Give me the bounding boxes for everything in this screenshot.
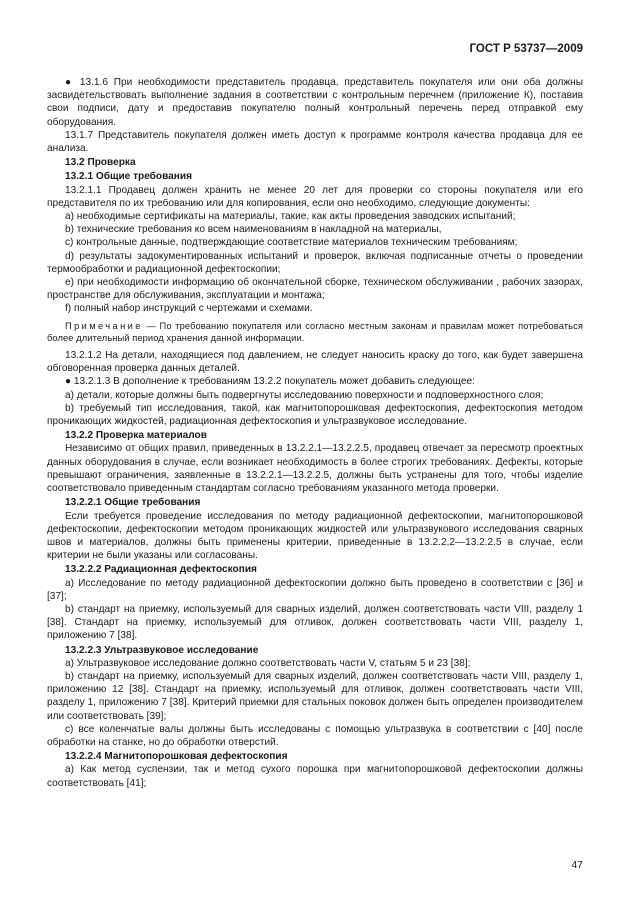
paragraph-13-2-2: Независимо от общих правил, приведенных в 13.2.2.1—13.2.2.5, продавец отвечает за пересмотр проектных данных оборудования в случае, если возникает необходимость в более строгих требованиях. Дефекты, которые превышают ограничения, заявленные в 13.2.2.1—13.2.2.5, должны быть устранены для того, чтобы изделие соответствовало приведенным стандартам согласно требованиям указанного метода проверки. bbox=[47, 443, 583, 495]
heading-13-2: 13.2 Проверка bbox=[65, 157, 136, 169]
note-label: Примечание bbox=[65, 320, 143, 331]
list-item-b: b) стандарт на приемку, используемый для сварных изделий, должен соответствовать части VIII, разделу 1 [38]. Стандарт на приемку, используемый для отливок, должен соответствовать части VIII, разделу 1, приложению 7 [38]. bbox=[47, 603, 583, 642]
list-item-a: a) необходимые сертификаты на материалы, такие, как акты проведения заводских испытаний; bbox=[65, 211, 516, 223]
list-item-c: c) все коленчатые валы должны быть исследованы с помощью ультразвука в соответствии с [40] после обработки на станке, но до обработки отверстий. bbox=[47, 723, 583, 748]
heading-13-2-2-4: 13.2.2.4 Магнитопорошковая дефектоскопия bbox=[65, 751, 288, 763]
list-item-d: d) результаты задокументированных испытаний и проверок, включая подписанные отчеты о проведении термообработки и радиационной дефектоскопии; bbox=[47, 250, 583, 275]
paragraph-13-1-7: 13.1.7 Представитель покупателя должен иметь доступ к программе контроля качества продавца для ее анализа. bbox=[47, 129, 583, 155]
heading-13-2-2-1: 13.2.2.1 Общие требования bbox=[65, 497, 201, 509]
note bbox=[47, 320, 583, 344]
list-item-b: b) требуемый тип исследования, такой, как магнитопорошковая дефектоскопия, дефектоскопия методом проникающих жидкостей, радиационная дефектоскопия и ультразвуковое исследование. bbox=[47, 402, 583, 428]
list-item-a: a) Исследование по методу радиационной дефектоскопии должно быть проведено в соответствии с [36] и [37]; bbox=[47, 577, 583, 602]
heading-13-2-2-2: 13.2.2.2 Радиационная дефектоскопия bbox=[65, 564, 257, 576]
list-item-a: a) Как метод суспензии, так и метод сухого порошка при магнитопорошковой дефектоскопии должны соответствовать [41]; bbox=[47, 764, 583, 789]
heading-13-2-2: 13.2.2 Проверка материалов bbox=[65, 430, 207, 442]
list-item-a: a) детали, которые должны быть подвергнуты исследованию поверхности и подповерхностного слоя; bbox=[65, 389, 544, 401]
document-body bbox=[47, 76, 583, 790]
paragraph-13-2-1-3: ● 13.2.1.3 В дополнение к требованиям 13.2.2 покупатель может добавить следующее: bbox=[65, 376, 475, 388]
list-item-f: f) полный набор инструкций с чертежами и схемами. bbox=[65, 303, 313, 315]
list-item-e: e) при необходимости информацию об окончательной сборке, техническом обслуживании , рабочих зазорах, пространстве для обслуживания, эксплуатации и монтажа; bbox=[47, 277, 583, 302]
paragraph-13-2-2-1: Если требуется проведение исследования по методу радиационной дефектоскопии, магнитопорошковой дефектоскопии, дефектоскопии методом проникающих жидкостей или ультразвукового исследования сварных швов и материалов, должны быть применены критерии, приведенные в 13.2.2.2—13.2.2.5 в случае, если критерии не были указаны или согласованы. bbox=[47, 510, 583, 562]
note-text: — По требованию покупателя или согласно местным законам и правилам может потребоваться более длительный период хранения данной информации. bbox=[47, 320, 583, 343]
list-item-a: a) Ультразвуковое исследование должно соответствовать части V, статьям 5 и 23 [38]; bbox=[65, 657, 471, 669]
page-number: 47 bbox=[571, 859, 583, 871]
paragraph-13-2-1-2: 13.2.1.2 На детали, находящиеся под давлением, не следует наносить краску до того, как будет завершена обговоренная проверка данных деталей. bbox=[47, 350, 583, 375]
paragraph-13-2-1-1: 13.2.1.1 Продавец должен хранить не менее 20 лет для проверки со стороны покупателя или его представителя по их требованию или для копирования, если оно необходимо, следующие документы: bbox=[47, 184, 583, 209]
standard-code-header: ГОСТ Р 53737—2009 bbox=[469, 43, 583, 55]
heading-13-2-2-3: 13.2.2.3 Ультразвуковое исследование bbox=[65, 644, 259, 656]
list-item-b: b) технические требования ко всем наименованиям в накладной на материалы, bbox=[65, 224, 442, 236]
list-item-c: c) контрольные данные, подтверждающие соответствие материалов техническим требованиям; bbox=[65, 237, 518, 249]
heading-13-2-1: 13.2.1 Общие требования bbox=[65, 171, 192, 183]
list-item-b: b) стандарт на приемку, используемый для сварных изделий, должен соответствовать части VIII, разделу 1, приложению 12 [38]. Стандарт на приемку, используемый для отливок, должен соответствовать части VIII, разделу 1, приложению 7 [38]. Критерий приемки для стальных поковок должен быть определен производителем или соответствовать [39]; bbox=[47, 670, 583, 722]
paragraph-13-1-6: ● 13.1.6 При необходимости представитель продавца, представитель покупателя или они оба должны засвидетельствовать выполнение задания в соответствии с контрольным перечнем (приложение К), поставив свои подписи, дату и предоставив покупателю полный контрольный перечень перед отправкой ему оборудования. bbox=[47, 77, 583, 128]
